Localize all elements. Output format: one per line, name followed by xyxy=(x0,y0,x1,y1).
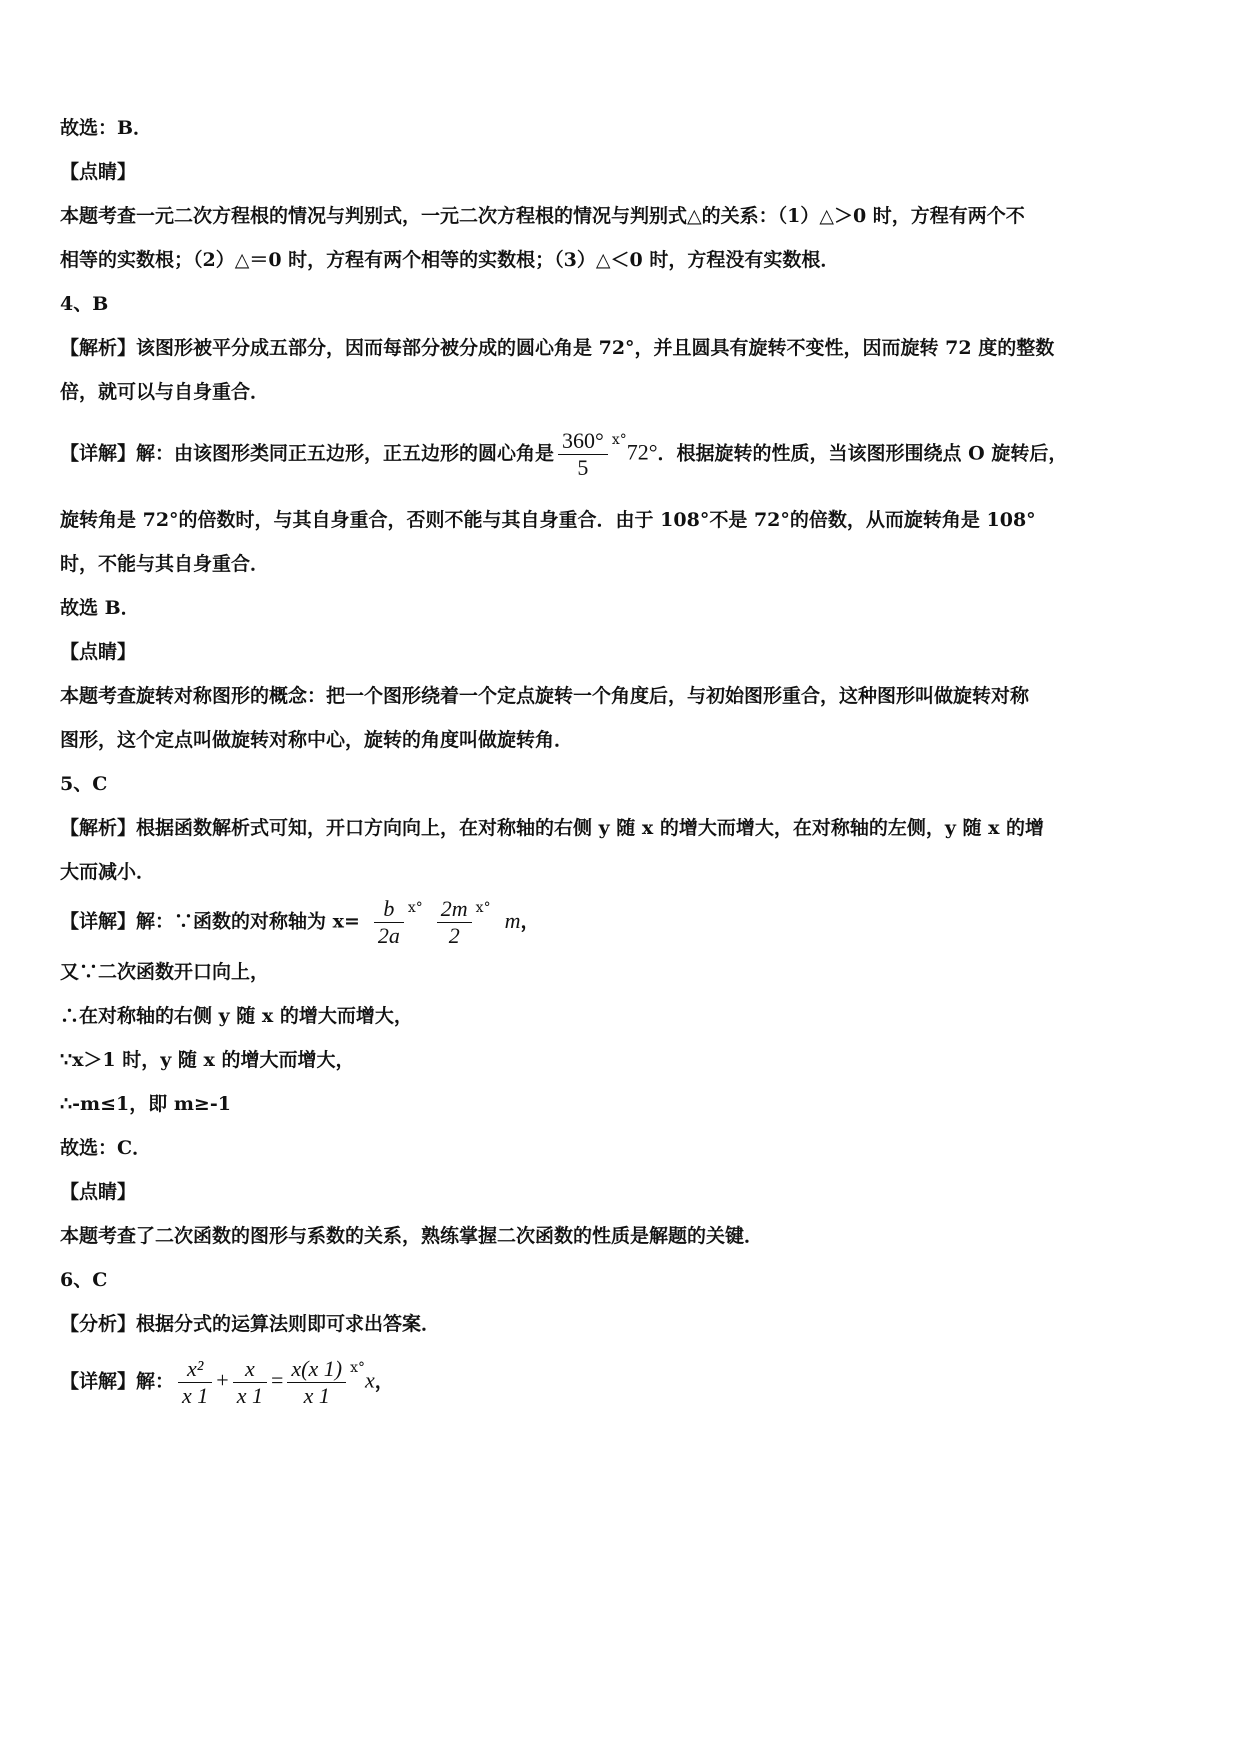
fraction xyxy=(558,428,608,481)
symbol-glyph: ⅹ° xyxy=(350,1360,365,1376)
paragraph-line: 旋转角是 72°的倍数时，与其自身重合，否则不能与其自身重合．由于 108°不是 72°的倍数，从而旋转角是 108° xyxy=(60,509,1036,531)
formula-prefix: 【详解】解： xyxy=(60,1370,175,1393)
question-number: 4、B xyxy=(60,293,109,315)
question-number: 6、C xyxy=(60,1269,108,1291)
fraction xyxy=(178,1356,212,1409)
formula-suffix: ， xyxy=(374,1370,394,1393)
fraction-numerator: 2m xyxy=(440,896,468,921)
paragraph-line: ∴在对称轴的右侧 y 随 x 的增大而增大， xyxy=(60,1005,413,1027)
fraction-numerator: x(x 1) xyxy=(291,1356,343,1381)
formula-prefix: 【详解】解：∵函数的对称轴为 x= xyxy=(60,910,360,933)
fraction-numerator: 360° xyxy=(562,428,604,453)
section-heading: 【点睛】 xyxy=(60,641,137,663)
fraction-numerator: x² xyxy=(186,1356,204,1381)
fraction-denominator: x 1 xyxy=(178,1382,212,1409)
fraction xyxy=(287,1356,346,1409)
formula-line xyxy=(60,896,539,949)
section-heading: 【点睛】 xyxy=(60,1181,137,1203)
equals-sign: = xyxy=(270,1367,284,1393)
formula-line xyxy=(60,428,1067,481)
fraction-denominator: 5 xyxy=(558,454,608,481)
formula-suffix: ．根据旋转的性质，当该图形围绕点 O 旋转后， xyxy=(657,442,1068,465)
paragraph-line: 【解析】根据函数解析式可知，开口方向向上，在对称轴的右侧 y 随 x 的增大而增大，在对称轴的左侧，y 随 x 的增 xyxy=(60,817,1045,839)
section-heading: 【点睛】 xyxy=(60,161,137,183)
formula-value: 72° xyxy=(626,439,658,465)
paragraph-line: 又∵二次函数开口向上， xyxy=(60,961,270,983)
paragraph-line: 本题考查旋转对称图形的概念：把一个图形绕着一个定点旋转一个角度后，与初始图形重合，这种图形叫做旋转对称 xyxy=(60,685,1030,707)
paragraph-line: ∴-m≤1，即 m≥-1 xyxy=(60,1093,231,1115)
paragraph-line: 本题考查了二次函数的图形与系数的关系，熟练掌握二次函数的性质是解题的关键． xyxy=(60,1225,764,1247)
formula-value: x xyxy=(364,1367,375,1393)
paragraph-line: 大而减小． xyxy=(60,861,156,883)
answer-line: 故选：C． xyxy=(60,1137,152,1159)
fraction xyxy=(374,896,404,949)
paragraph-line: 【解析】该图形被平分成五部分，因而每部分被分成的圆心角是 72°，并且圆具有旋转不变性，因而旋转 72 度的整数 xyxy=(60,337,1055,359)
paragraph-line: 相等的实数根；（2）△＝0 时，方程有两个相等的实数根；（3）△＜0 时，方程没有实数根． xyxy=(60,249,840,271)
paragraph-line: 图形，这个定点叫做旋转对称中心，旋转的角度叫做旋转角． xyxy=(60,729,574,751)
formula-suffix: ， xyxy=(520,910,540,933)
symbol-glyph: ⅹ° xyxy=(475,900,491,916)
formula-value: m xyxy=(504,907,521,933)
answer-line: 故选 B． xyxy=(60,597,140,619)
fraction-denominator: x 1 xyxy=(233,1382,267,1409)
symbol-glyph: ⅹ° xyxy=(407,900,423,916)
paragraph-line: 本题考查一元二次方程根的情况与判别式，一元二次方程根的情况与判别式△的关系：（1）△＞0 时，方程有两个不 xyxy=(60,205,1025,227)
paragraph-line: ∵x＞1 时，y 随 x 的增大而增大， xyxy=(60,1049,355,1071)
formula-prefix: 【详解】解：由该图形类同正五边形，正五边形的圆心角是 xyxy=(60,442,555,465)
answer-line: 故选：B． xyxy=(60,117,153,139)
fraction xyxy=(437,896,472,949)
fraction-denominator: 2a xyxy=(374,922,404,949)
paragraph-line: 时，不能与其自身重合． xyxy=(60,553,270,575)
fraction xyxy=(233,1356,267,1409)
paragraph-line: 倍，就可以与自身重合． xyxy=(60,381,270,403)
question-number: 5、C xyxy=(60,773,108,795)
formula-line xyxy=(60,1356,394,1409)
paragraph-line: 【分析】根据分式的运算法则即可求出答案． xyxy=(60,1313,441,1335)
symbol-glyph: ⅹ° xyxy=(611,432,627,448)
fraction-denominator: 2 xyxy=(437,922,472,949)
fraction-numerator: x xyxy=(244,1356,255,1381)
fraction-denominator: x 1 xyxy=(287,1382,346,1409)
plus-sign: + xyxy=(216,1367,229,1393)
fraction-numerator: b xyxy=(383,896,395,921)
